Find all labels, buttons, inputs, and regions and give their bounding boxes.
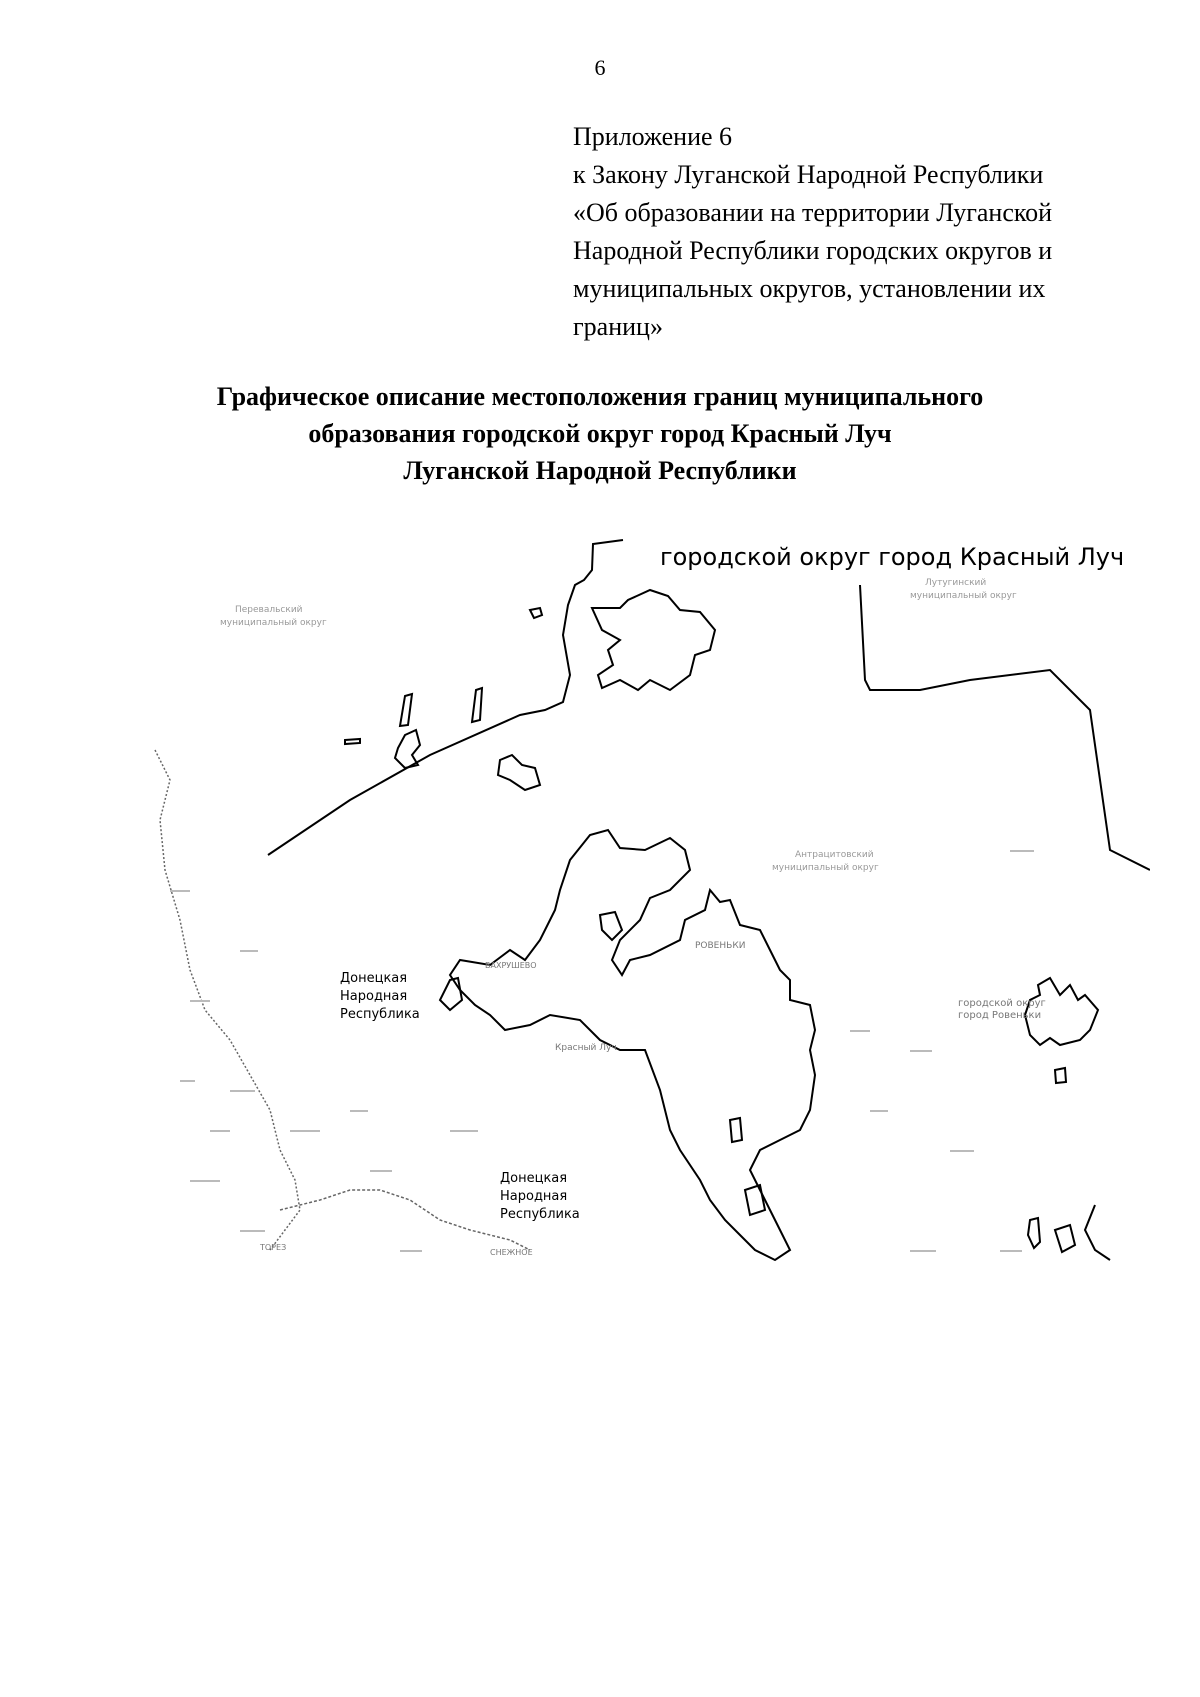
- rovenki-islet: [1055, 1068, 1066, 1083]
- document-title: [100, 378, 1100, 489]
- page-number: 6: [594, 55, 606, 80]
- boundary-map: [150, 530, 1150, 1360]
- appendix-line-1: Приложение 6: [573, 122, 733, 151]
- dnr-west-label-2: Народная: [340, 989, 408, 1004]
- lutugino-label-2: муниципальный округ: [910, 591, 1017, 601]
- north-boundary-line: [268, 540, 623, 855]
- north-islet-5: [395, 730, 420, 768]
- central-islet-4: [745, 1185, 765, 1215]
- settlement-vakhrushevo: ВАХРУШЕВО: [485, 961, 537, 970]
- map-main-label: городской округ город Красный Луч: [660, 543, 1125, 571]
- title-line-1: Графическое описание местоположения границ муниципального: [216, 382, 984, 411]
- appendix-line-6: границ»: [573, 312, 663, 341]
- appendix-line-4: Народной Республики городских округов и: [573, 236, 1053, 265]
- rovenki-east-line: [1085, 1205, 1110, 1260]
- appendix-line-2: к Закону Луганской Народной Республики: [573, 160, 1044, 189]
- perevalsk-label-1: Перевальский: [235, 605, 303, 615]
- antratsit-label-2: муниципальный округ: [772, 863, 879, 873]
- rovenki-label-2: город Ровеньки: [958, 1010, 1042, 1021]
- perevalsk-label-2: муниципальный округ: [220, 618, 327, 628]
- antratsit-label-1: Антрацитовский: [795, 850, 874, 860]
- rovenki-islet-3: [1055, 1225, 1075, 1252]
- rovenki-islet-2: [1028, 1218, 1040, 1248]
- rovenki-label-1: городской округ: [958, 998, 1046, 1009]
- north-enclave: [592, 590, 715, 690]
- title-line-2: образования городской округ город Красный Луч: [308, 419, 892, 448]
- north-islet-1: [530, 608, 542, 618]
- north-islet-4: [345, 739, 360, 744]
- appendix-block: [573, 118, 1133, 346]
- central-islet-3: [730, 1118, 742, 1142]
- east-boundary-line: [860, 585, 1150, 870]
- dnr-south-label-2: Народная: [500, 1189, 568, 1204]
- lutugino-label-1: Лутугинский: [925, 578, 987, 588]
- title-line-3: Луганской Народной Республики: [403, 456, 797, 485]
- central-islet-1: [440, 978, 462, 1010]
- settlement-rovenky-city: РОВЕНЬКИ: [695, 941, 746, 951]
- west-river-line: [155, 750, 300, 1250]
- settlement-torez: ТОРЕЗ: [260, 1243, 287, 1252]
- central-islet-2: [600, 912, 622, 940]
- dnr-south-label-3: Республика: [500, 1207, 580, 1222]
- north-islet-6: [498, 755, 540, 790]
- road-line: [280, 1190, 530, 1250]
- appendix-line-3: «Об образовании на территории Луганской: [573, 198, 1053, 227]
- dnr-south-label-1: Донецкая: [500, 1171, 568, 1186]
- north-islet-3: [400, 694, 412, 726]
- settlement-snezhnoe: СНЕЖНОЕ: [490, 1248, 533, 1257]
- north-islet-2: [472, 688, 482, 722]
- dnr-west-label-1: Донецкая: [340, 971, 408, 986]
- settlement-krasny-luch: Красный Луч: [555, 1043, 617, 1053]
- dnr-west-label-3: Республика: [340, 1007, 420, 1022]
- appendix-line-5: муниципальных округов, установлении их: [573, 274, 1046, 303]
